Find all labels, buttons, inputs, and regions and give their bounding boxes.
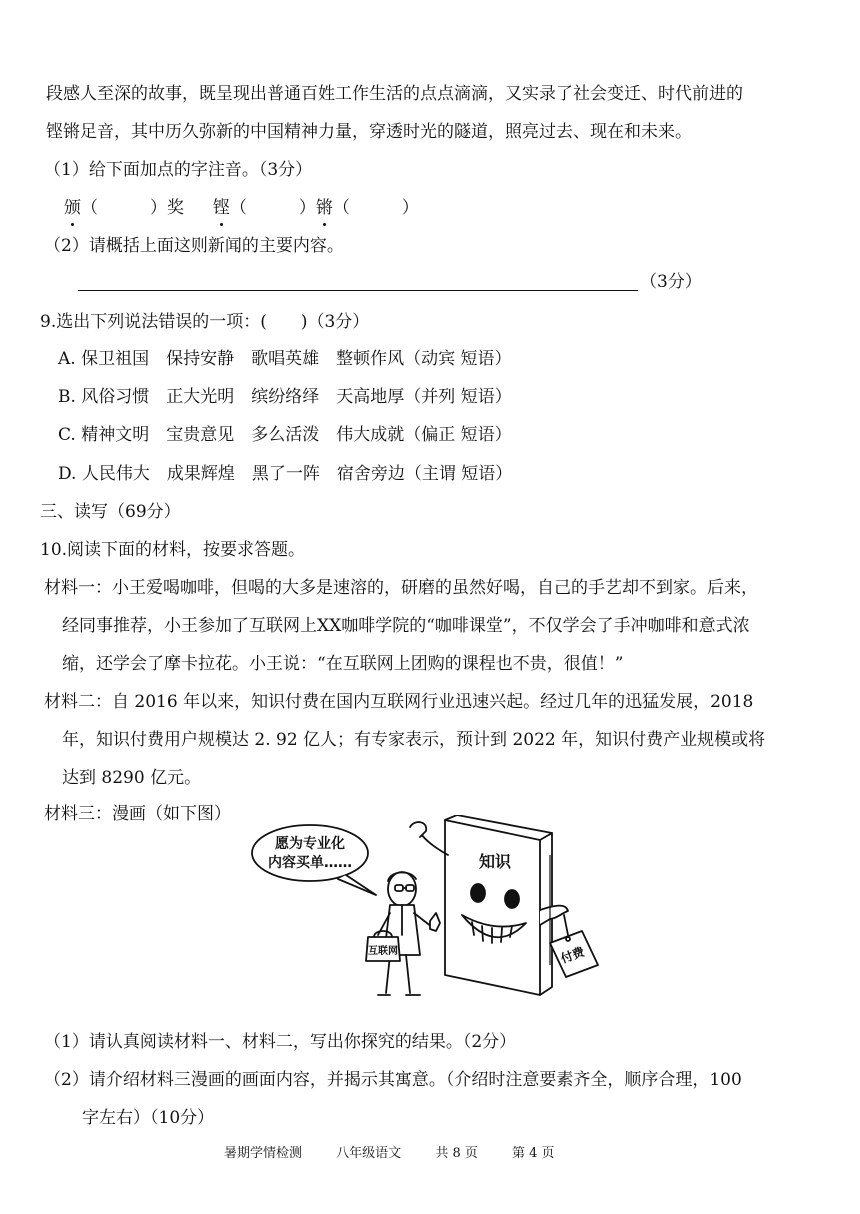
page-footer xyxy=(224,1142,585,1161)
q8-2-score: （3分） xyxy=(640,272,702,292)
footer-total-pages: 共 8 页 xyxy=(435,1146,478,1161)
q10-sub-1: （1）请认真阅读材料一、材料二，写出你探究的结果。（2分） xyxy=(44,1032,517,1052)
q10-prompt: 10.阅读下面的材料，按要求答题。 xyxy=(40,540,306,560)
footer-subject: 八年级语文 xyxy=(336,1146,402,1161)
section-title: 三、读写（69分） xyxy=(40,502,181,522)
bubble-text-line-1: 愿为专业化 xyxy=(275,836,345,852)
knowledge-payment-cartoon xyxy=(250,815,620,1000)
material-2-line-3: 达到 8290 亿元。 xyxy=(62,768,202,788)
answer-line[interactable] xyxy=(78,290,638,291)
q9-option-d: D. 人民伟大 成果辉煌 黑了一阵 宿舍旁边（主谓 短语） xyxy=(58,464,513,484)
material-1-line-1: 材料一：小王爱喝咖啡，但喝的大多是速溶的，研磨的虽然好喝，自己的手艺却不到家。后来， xyxy=(44,578,758,598)
dotted-char-3: 锵 xyxy=(315,198,333,218)
footer-exam: 暑期学情检测 xyxy=(224,1146,303,1161)
material-3-label: 材料三：漫画（如下图） xyxy=(44,804,231,824)
book-label: 知识 xyxy=(478,852,512,871)
pinyin-row: 颁（ ）奖 铿（ ）锵（ ） xyxy=(64,198,419,218)
dotted-char-2: 铿 xyxy=(212,198,230,218)
q9-option-b: B. 风俗习惯 正大光明 缤纷络绎 天高地厚（并列 短语） xyxy=(58,387,512,407)
q9-prompt: 9.选出下列说法错误的一项：( )（3分） xyxy=(40,312,370,332)
footer-page-number: 第 4 页 xyxy=(512,1146,555,1161)
material-1-line-2: 经同事推荐，小王参加了互联网上XX咖啡学院的“咖啡课堂”，不仅学会了手冲咖啡和意式浓 xyxy=(62,616,750,636)
material-2-line-1: 材料二：自 2016 年以来，知识付费在国内互联网行业迅速兴起。经过几年的迅猛发展，2018 xyxy=(44,692,754,712)
q9-option-a: A. 保卫祖国 保持安静 歌唱英雄 整顿作风（动宾 短语） xyxy=(58,349,512,369)
material-2-line-2: 年，知识付费用户规模达 2. 92 亿人；有专家表示，预计到 2022 年，知识付费产业规模或将 xyxy=(62,730,766,750)
q8-1-prompt: （1）给下面加点的字注音。（3分） xyxy=(44,160,313,180)
q10-sub-2-line-1: （2）请介绍材料三漫画的画面内容，并揭示其寓意。（介绍时注意要素齐全，顺序合理，100 xyxy=(44,1070,742,1090)
intro-line-1: 段感人至深的故事，既呈现出普通百姓工作生活的点点滴滴，又实录了社会变迁、时代前进的 xyxy=(46,84,743,104)
tag-label: 付费 xyxy=(558,944,587,966)
q10-sub-2-line-2: 字左右）（10分） xyxy=(82,1108,215,1128)
intro-line-2: 铿锵足音，其中历久弥新的中国精神力量，穿透时光的隧道，照亮过去、现在和未来。 xyxy=(46,122,692,142)
q9-option-c: C. 精神文明 宝贵意见 多么活泼 伟大成就（偏正 短语） xyxy=(58,425,512,445)
q8-2-prompt: （2）请概括上面这则新闻的主要内容。 xyxy=(44,236,344,256)
dotted-char-1: 颁 xyxy=(64,198,81,218)
bag-label: 互联网 xyxy=(368,946,398,957)
bubble-text-line-2: 内容买单…… xyxy=(268,855,352,871)
material-1-line-3: 缩，还学会了摩卡拉花。小王说：“在互联网上团购的课程也不贵，很值！” xyxy=(62,654,624,674)
